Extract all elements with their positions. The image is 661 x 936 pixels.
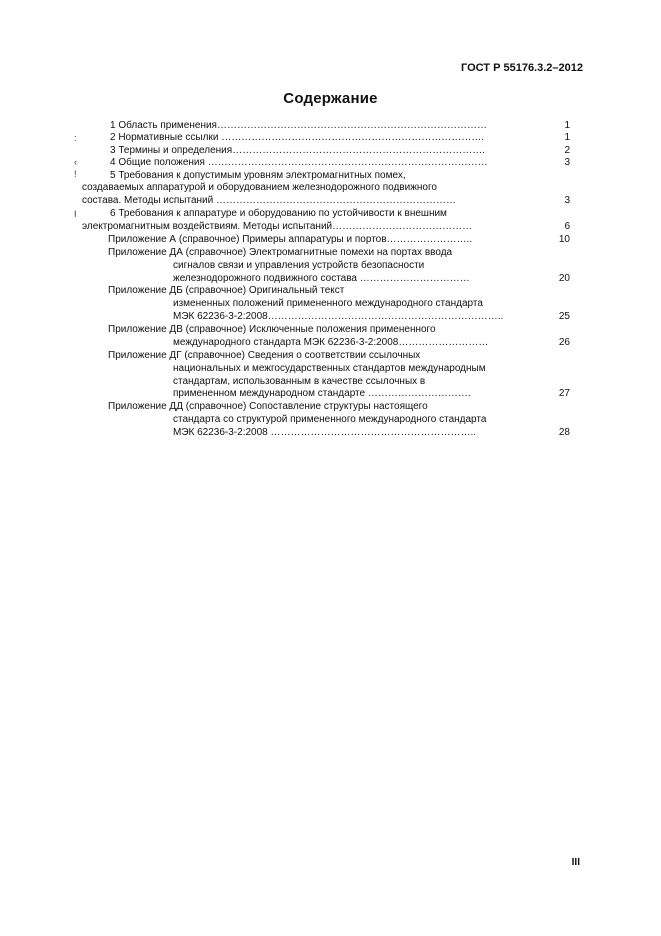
margin-mark: ‹	[74, 157, 77, 167]
toc-page-number: 27	[558, 388, 570, 399]
toc-entry-1[interactable]: 1 Область применения………………………………………………………………………	[110, 120, 487, 131]
toc-page-number: 3	[564, 157, 570, 168]
toc-page-number: 1	[564, 132, 570, 143]
toc-appendix-dg-cont[interactable]: стандартам, использованным в качестве ссылочных в	[173, 376, 426, 387]
toc-entry-4[interactable]: 4 Общие положения …………………………………………………………………………	[110, 157, 488, 168]
toc-page-number: 6	[564, 221, 570, 232]
toc-entry-2[interactable]: 2 Нормативные ссылки …………………………………………………………………….	[110, 132, 484, 143]
toc-page-number: 28	[558, 427, 570, 438]
toc-appendix-a[interactable]: Приложение А (справочное) Примеры аппаратуры и портов……………………..	[108, 234, 473, 245]
toc-appendix-dd-cont[interactable]: МЭК 62236-3-2:2008 ……………………………………………………..	[173, 427, 477, 438]
document-code: ГОСТ Р 55176.3.2–2012	[460, 62, 583, 74]
toc-appendix-dg-cont[interactable]: национальных и межгосударственных стандартов международным	[173, 363, 486, 374]
toc-appendix-da-cont[interactable]: железнодорожного подвижного состава ……………………………	[173, 273, 470, 284]
toc-appendix-dd[interactable]: Приложение ДД (справочное) Сопоставление структуры настоящего	[108, 401, 428, 412]
toc-appendix-dd-cont[interactable]: стандарта со структурой примененного международного стандарта	[173, 414, 487, 425]
toc-page-number: 1	[564, 120, 570, 131]
toc-appendix-da-cont[interactable]: сигналов связи и управления устройств безопасности	[173, 260, 425, 271]
toc-entry-5-cont[interactable]: создаваемых аппаратурой и оборудованием железнодорожного подвижного	[82, 182, 437, 193]
toc-page-number: 10	[558, 234, 570, 245]
toc-appendix-dv[interactable]: Приложение ДВ (справочное) Исключенные положения примененного	[108, 324, 436, 335]
toc-page-number: 2	[564, 145, 570, 156]
toc-appendix-dg[interactable]: Приложение ДГ (справочное) Сведения о соответствии ссылочных	[108, 350, 421, 361]
toc-entry-5[interactable]: 5 Требования к допустимым уровням электромагнитных помех,	[110, 170, 406, 181]
toc-title: Содержание	[283, 90, 378, 107]
toc-appendix-db[interactable]: Приложение ДБ (справочное) Оригинальный текст	[108, 285, 345, 296]
toc-appendix-dv-cont[interactable]: международного стандарта МЭК 62236-3-2:2008………………………	[173, 337, 489, 348]
toc-entry-6-cont[interactable]: электромагнитным воздействиям. Методы испытаний……………………………………	[82, 221, 473, 232]
toc-entry-6[interactable]: 6 Требования к аппаратуре и оборудованию по устойчивости к внешним	[110, 208, 447, 219]
toc-appendix-db-cont[interactable]: МЭК 62236-3-2:2008……………………………………………………………..	[173, 311, 504, 322]
toc-page-number: 25	[558, 311, 570, 322]
toc-page-number: 20	[558, 273, 570, 284]
toc-entry-3[interactable]: 3 Термины и определения………………………………………………………………….	[110, 145, 485, 156]
toc-appendix-dg-cont[interactable]: примененном международном стандарте ………………………….	[173, 388, 471, 399]
margin-mark: !	[74, 169, 77, 179]
toc-page-number: 26	[558, 337, 570, 348]
toc-entry-5-cont[interactable]: состава. Методы испытаний ………………………………………………………………	[82, 195, 456, 206]
margin-mark: I	[74, 209, 77, 219]
toc-appendix-da[interactable]: Приложение ДА (справочное) Электромагнитные помехи на портах ввода	[108, 247, 453, 258]
toc-page-number: 3	[564, 195, 570, 206]
toc-appendix-db-cont[interactable]: измененных положений примененного международного стандарта	[173, 298, 483, 309]
page-number: III	[571, 857, 580, 868]
margin-mark: :	[74, 133, 77, 143]
